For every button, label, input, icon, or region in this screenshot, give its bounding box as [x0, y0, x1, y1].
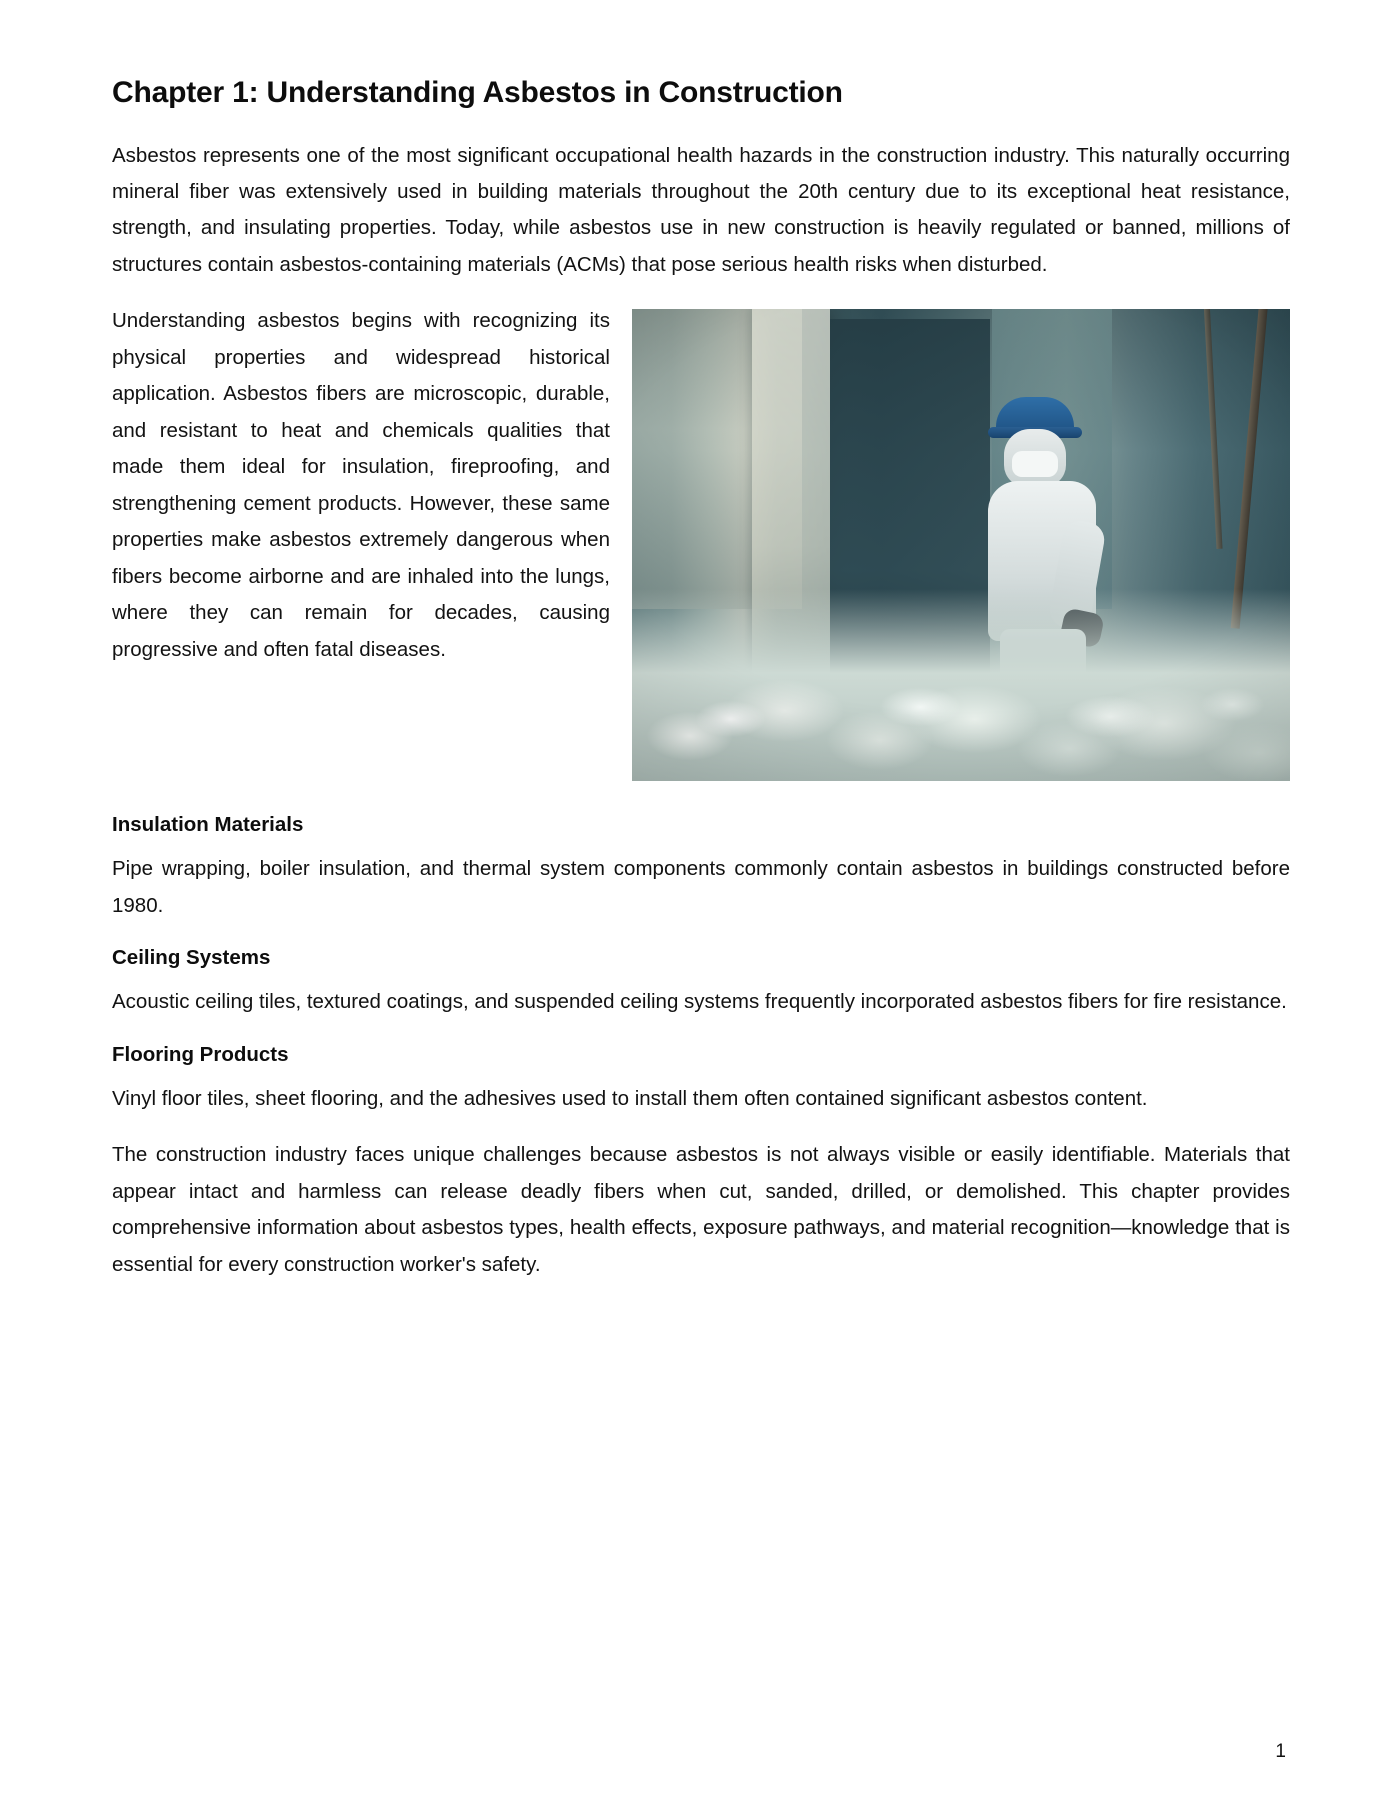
intro-paragraph: Asbestos represents one of the most significant occupational health hazards in the construction industry. This naturally occurring mineral fiber was extensively used in building materials throughout the 20th century due to its exceptional heat resistance, strength, and insulating properties. Today, while asbestos use in new construction is heavily regulated or banned, millions of structures contain asbestos-containing materials (ACMs) that pose serious health risks when disturbed.: [112, 143, 1290, 276]
closing-paragraph: The construction industry faces unique challenges because asbestos is not always visible or easily identifiable. Materials that appear intact and harmless can release deadly fibers when cut, sanded, drilled, or demolished. This chapter provides comprehensive information about asbestos types, health effects, exposure pathways, and material recognition—knowledge that is essential for every construction worker's safety.: [112, 1143, 1290, 1276]
section-heading-flooring-products: Flooring Products: [112, 1042, 289, 1066]
section-heading-ceiling-systems: Ceiling Systems: [112, 946, 271, 970]
asbestos-worker-image: [632, 309, 1290, 781]
image-vignette: [632, 309, 1290, 781]
section-body-insulation-materials: Pipe wrapping, boiler insulation, and thermal system components commonly contain asbestos in buildings constructed before 1980.: [112, 857, 1290, 917]
section-heading-insulation-materials: Insulation Materials: [112, 813, 304, 837]
page-title: Chapter 1: Understanding Asbestos in Construction: [112, 76, 843, 109]
figure-text-wrap: [112, 303, 1290, 791]
page-number: 1: [1275, 1741, 1286, 1762]
wrapped-paragraph: Understanding asbestos begins with recognizing its physical properties and widespread historical application. Asbestos fibers are microscopic, durable, and resistant to heat and chemicals qualities that made them ideal for insulation, fireproofing, and strengthening cement products. However, these same properties make asbestos extremely dangerous when fibers become airborne and are inhaled into the lungs, where they can remain for decades, causing progressive and often fatal diseases.: [112, 309, 610, 661]
section-body-flooring-products: Vinyl floor tiles, sheet flooring, and the adhesives used to install them often contained significant asbestos content.: [112, 1086, 1148, 1110]
section-body-ceiling-systems: Acoustic ceiling tiles, textured coatings, and suspended ceiling systems frequently incorporated asbestos fibers for fire resistance.: [112, 990, 1287, 1014]
